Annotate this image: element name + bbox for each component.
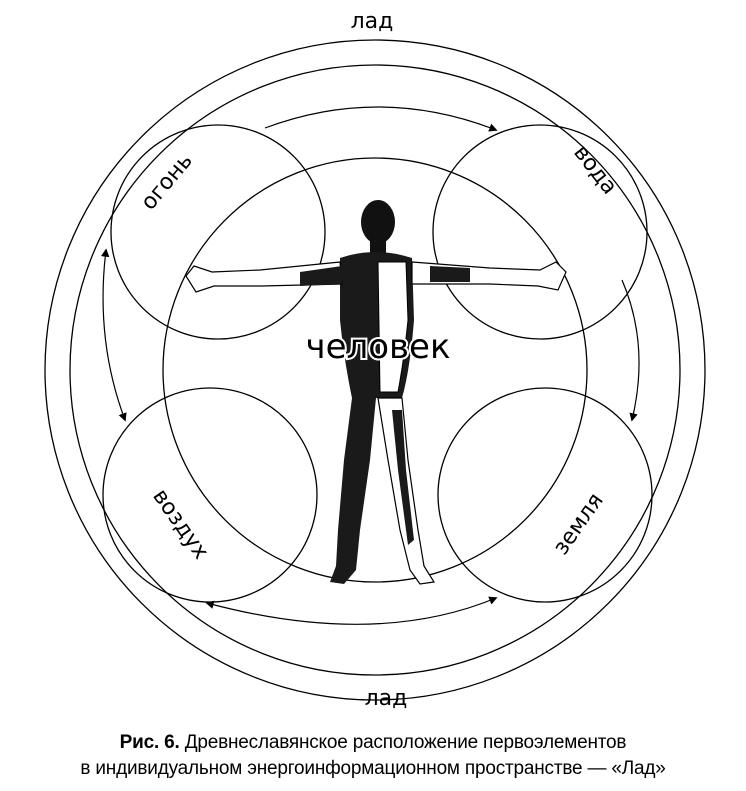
water-label: вода bbox=[568, 140, 622, 200]
air-label: воздух bbox=[147, 484, 214, 564]
water-circle bbox=[433, 125, 647, 339]
lad-top-label: лад bbox=[350, 9, 394, 34]
arrow-water-to-earth bbox=[622, 280, 639, 420]
fire-label: огонь bbox=[136, 148, 198, 216]
fire-circle bbox=[111, 125, 325, 339]
figure-right-arm-shadow bbox=[430, 266, 470, 282]
arrow-fire-to-water bbox=[265, 107, 496, 130]
arrow-air-to-fire bbox=[103, 250, 125, 420]
center-label-human: человек bbox=[305, 327, 451, 367]
earth-circle bbox=[438, 388, 652, 602]
caption-figure-label: Рис. 6. bbox=[119, 732, 180, 753]
arrow-earth-to-air bbox=[207, 598, 496, 624]
earth-label: земля bbox=[548, 488, 609, 560]
figure-left-leg bbox=[330, 398, 376, 584]
caption-line-1-text: Древнеславянское расположение первоэлементов bbox=[184, 732, 627, 753]
caption-line-1 bbox=[0, 730, 746, 756]
lad-bottom-label: лад bbox=[364, 686, 408, 711]
air-circle bbox=[103, 388, 317, 602]
figure-head bbox=[361, 200, 395, 244]
human-figure bbox=[186, 200, 566, 584]
caption-line-2: в индивидуальном энергоинформационном пространстве — «Лад» bbox=[80, 758, 666, 779]
figure-caption bbox=[0, 730, 746, 782]
